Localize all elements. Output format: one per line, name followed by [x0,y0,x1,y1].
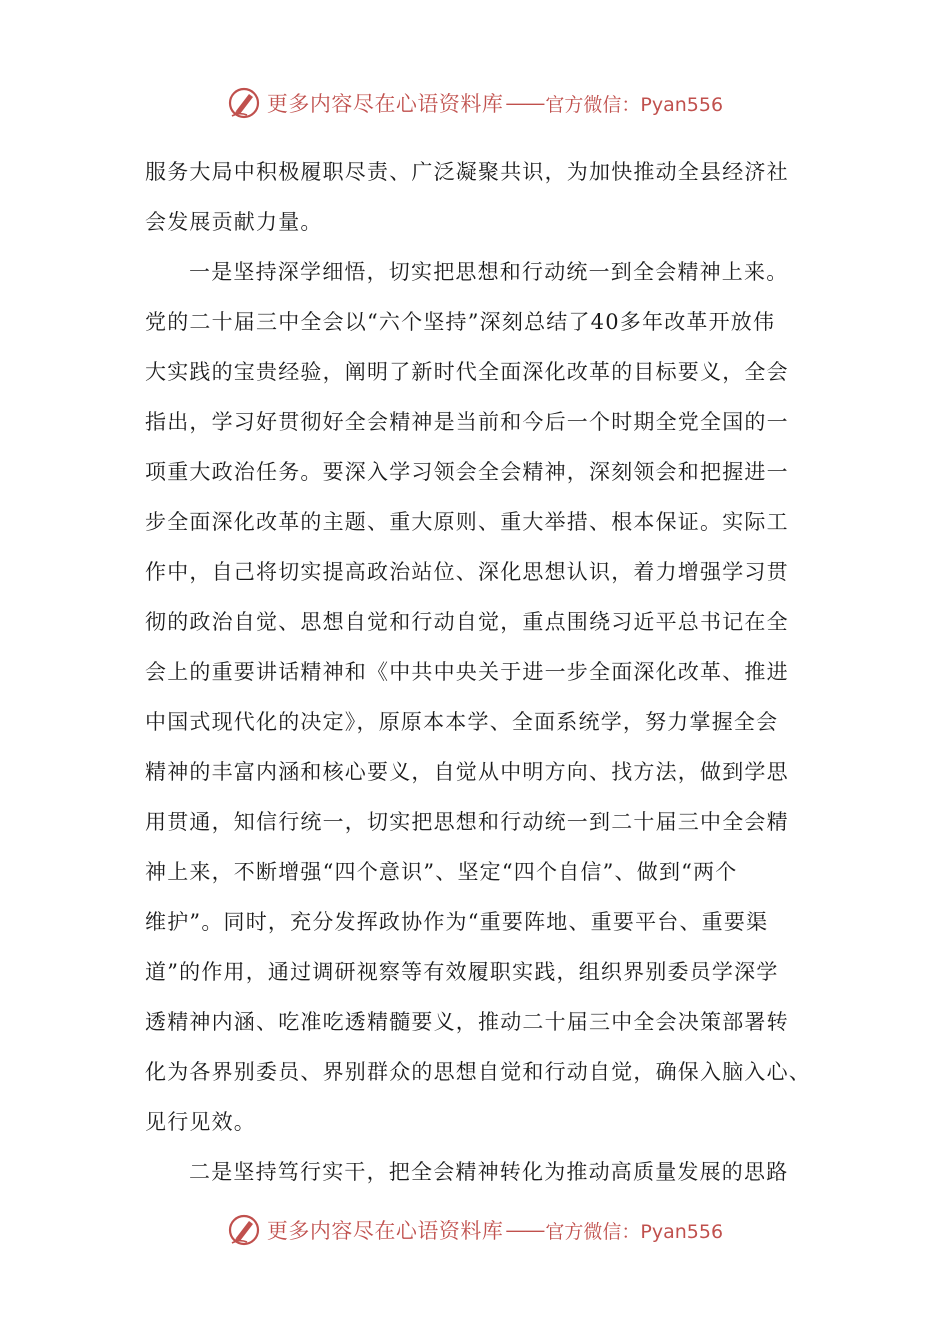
text-line: 见行见效。 [145,1110,256,1134]
paragraph-start-line: 一是坚持深学细悟，切实把思想和行动统一到全会精神上来。 [189,260,789,284]
watermark-dash: —— [505,1218,544,1242]
text-line: 指出，学习好贯彻好全会精神是当前和今后一个时期全党全国的一 [145,410,789,434]
text-line: 会发展贡献力量。 [145,210,323,234]
paragraph-start-line: 二是坚持笃行实干，把全会精神转化为推动高质量发展的思路 [189,1160,789,1184]
text-line: 神上来，不断增强“四个意识”、坚定“四个自信”、做到“两个 [145,860,738,884]
text-line: 党的二十届三中全会以“六个坚持”深刻总结了40多年改革开放伟 [145,310,776,334]
watermark-subtitle: 官方微信：Pyan556 [545,93,724,116]
text-line: 项重大政治任务。要深入学习领会全会精神，深刻领会和把握进一 [145,460,789,484]
text-line: 用贯通，知信行统一，切实把思想和行动统一到二十届三中全会精 [145,810,789,834]
watermark-title: 更多内容尽在心语资料库 [266,92,504,116]
header-watermark [0,85,950,121]
pen-logo-icon [227,86,261,120]
watermark-subtitle: 官方微信：Pyan556 [545,1220,724,1243]
text-line: 维护”。同时，充分发挥政协作为“重要阵地、重要平台、重要渠 [145,910,769,934]
text-line: 作中，自己将切实提高政治站位、深化思想认识，着力增强学习贯 [145,560,789,584]
pen-logo-icon [227,1213,261,1247]
watermark-title: 更多内容尽在心语资料库 [266,1219,504,1243]
text-line: 精神的丰富内涵和核心要义，自觉从中明方向、找方法，做到学思 [145,760,789,784]
text-line: 会上的重要讲话精神和《中共中央关于进一步全面深化改革、推进 [145,660,789,684]
watermark-dash: —— [505,91,544,115]
text-line: 透精神内涵、吃准吃透精髓要义，推动二十届三中全会决策部署转 [145,1010,789,1034]
text-line: 中国式现代化的决定》，原原本本学、全面系统学，努力掌握全会 [145,710,779,734]
document-body [145,147,835,1197]
text-line: 服务大局中积极履职尽责、广泛凝聚共识，为加快推动全县经济社 [145,160,789,184]
text-line: 彻的政治自觉、思想自觉和行动自觉，重点围绕习近平总书记在全 [145,610,789,634]
footer-watermark [0,1212,950,1248]
text-line: 大实践的宝贵经验，阐明了新时代全面深化改革的目标要义，全会 [145,360,789,384]
text-line: 道”的作用，通过调研视察等有效履职实践，组织界别委员学深学 [145,960,779,984]
text-line: 步全面深化改革的主题、重大原则、重大举措、根本保证。实际工 [145,510,789,534]
text-line: 化为各界别委员、界别群众的思想自觉和行动自觉，确保入脑入心、 [145,1060,811,1084]
